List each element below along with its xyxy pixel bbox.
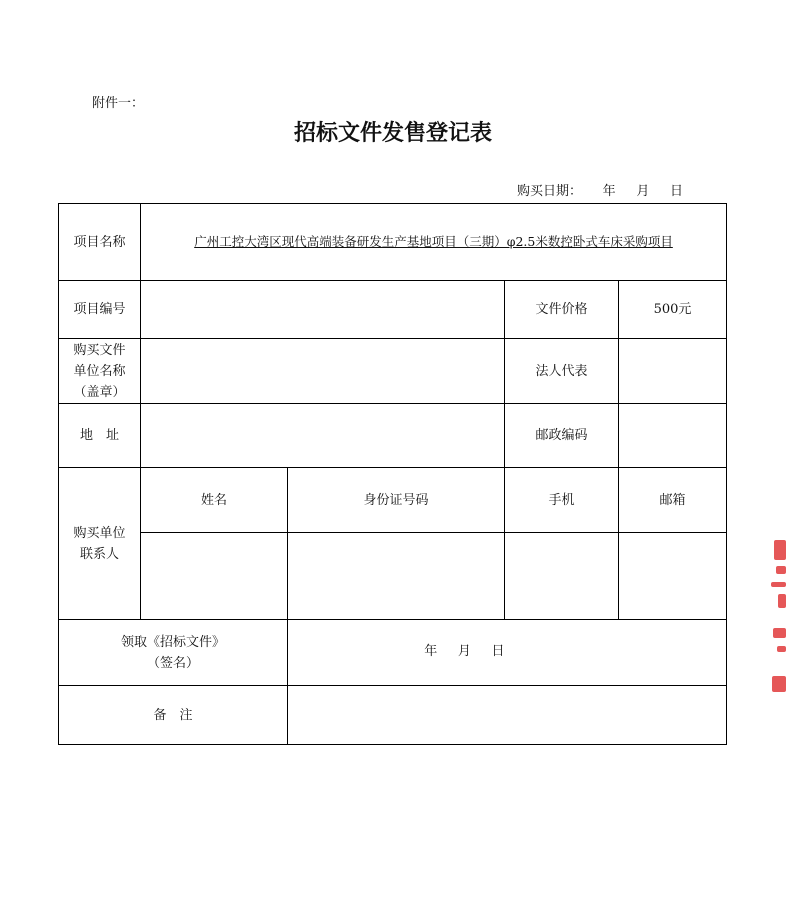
legal-rep-label: 法人代表: [505, 339, 619, 404]
registration-form: [58, 203, 727, 745]
buyer-unit-label-line2: 单位名称: [73, 363, 126, 379]
remarks-label: 备 注: [59, 686, 288, 745]
receive-date: 年 月 日: [424, 644, 505, 659]
postal-code-label: 邮政编码: [505, 404, 619, 468]
attachment-label: 附件一：: [92, 96, 145, 111]
col-header-id: 身份证号码: [288, 468, 505, 533]
row-contact-header: [59, 468, 727, 533]
buyer-unit-label-line1: 购买文件: [73, 342, 126, 358]
buyer-unit-label: [59, 339, 141, 404]
row-contact-values: [59, 533, 727, 620]
project-no-label: 项目编号: [59, 281, 141, 339]
seal-stamp-fragment: [768, 536, 786, 696]
contact-label: [59, 468, 141, 620]
col-header-email: 邮箱: [619, 468, 727, 533]
col-header-name: 姓名: [141, 468, 288, 533]
row-address: [59, 404, 727, 468]
contact-phone-field[interactable]: [505, 533, 619, 620]
buyer-unit-label-line3: （盖章）: [73, 384, 126, 400]
postal-code-field[interactable]: [619, 404, 727, 468]
row-remarks: [59, 686, 727, 745]
col-header-phone: 手机: [505, 468, 619, 533]
legal-rep-field[interactable]: [619, 339, 727, 404]
project-name-label: 项目名称: [59, 204, 141, 281]
address-label: 地 址: [59, 404, 141, 468]
row-buyer-unit: [59, 339, 727, 404]
project-no-field[interactable]: [141, 281, 505, 339]
contact-id-field[interactable]: [288, 533, 505, 620]
buyer-unit-field[interactable]: [141, 339, 505, 404]
remarks-field[interactable]: [288, 686, 727, 745]
doc-price-value: 500元: [619, 281, 727, 339]
receive-label: [59, 620, 288, 686]
project-name-value: 广州工控大湾区现代高端装备研发生产基地项目（三期）φ2.5米数控卧式车床采购项目: [194, 234, 673, 249]
receive-label-line2: （签名）: [146, 655, 199, 671]
doc-price-label: 文件价格: [505, 281, 619, 339]
contact-name-field[interactable]: [141, 533, 288, 620]
receive-signature-field[interactable]: [288, 620, 727, 686]
receive-label-line1: 领取《招标文件》: [120, 634, 225, 650]
row-project-no: [59, 281, 727, 339]
contact-label-line2: 联系人: [79, 546, 119, 562]
row-project-name: [59, 204, 727, 281]
page-title: 招标文件发售登记表: [293, 121, 492, 146]
contact-label-line1: 购买单位: [73, 525, 126, 541]
contact-email-field[interactable]: [619, 533, 727, 620]
address-field[interactable]: [141, 404, 505, 468]
purchase-date: 购买日期： 年 月 日: [517, 184, 683, 199]
row-receive: [59, 620, 727, 686]
